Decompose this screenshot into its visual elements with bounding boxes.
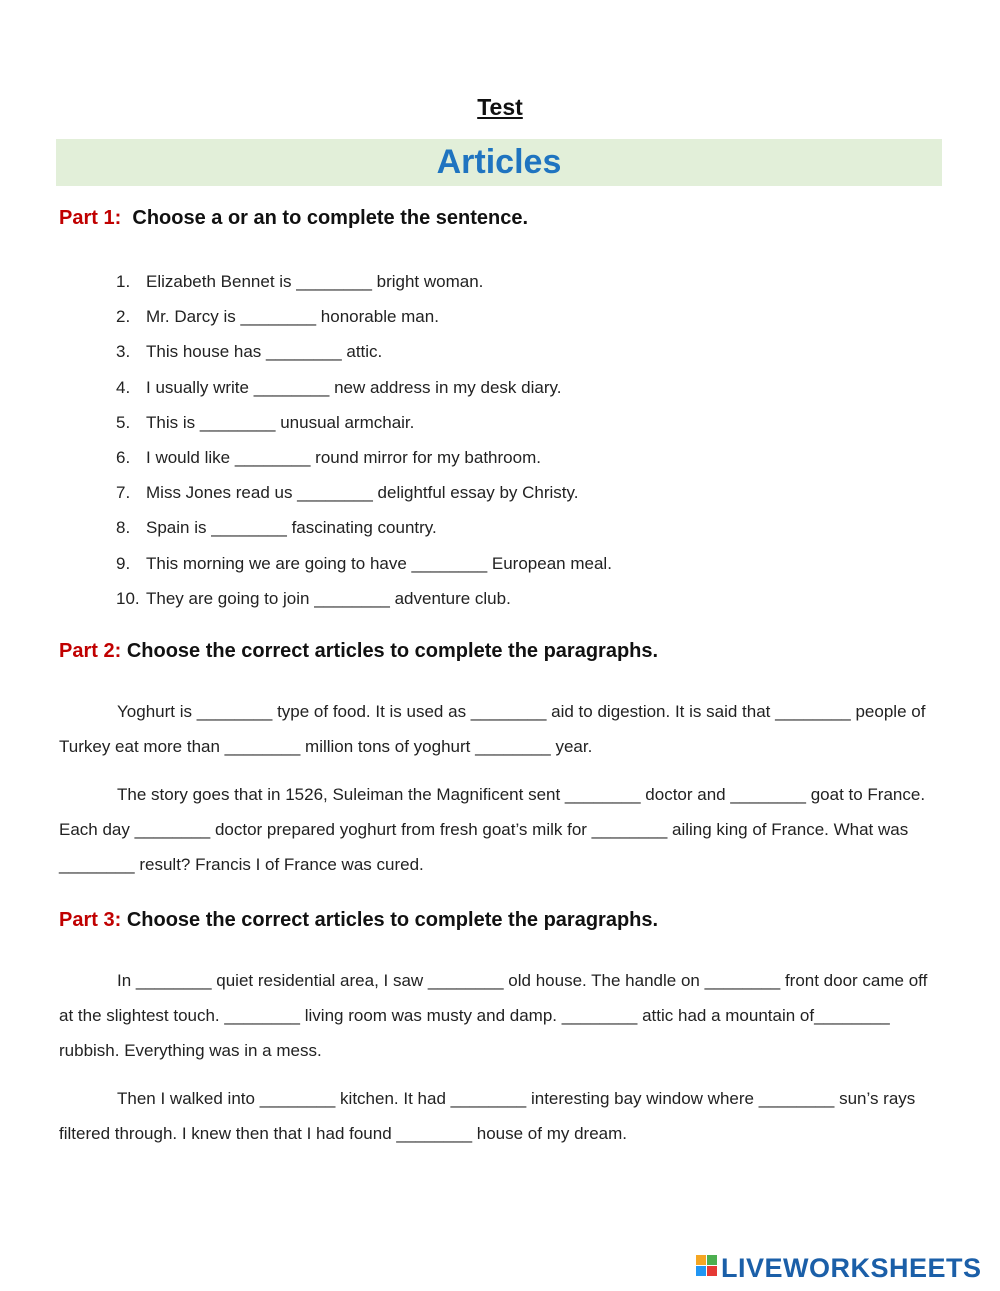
- question-item: [116, 440, 612, 475]
- question-number: 1.: [116, 272, 131, 291]
- question-item: [116, 370, 612, 405]
- question-text: Elizabeth Bennet is ________ bright woman.: [146, 272, 484, 291]
- question-number: 3.: [116, 342, 131, 362]
- question-item: [116, 299, 612, 334]
- question-text: I would like ________ round mirror for my bathroom.: [146, 448, 541, 468]
- question-text: I usually write ________ new address in my desk diary.: [146, 377, 562, 397]
- part1-heading: [59, 207, 528, 230]
- part3-heading: [59, 909, 658, 932]
- question-number: 5.: [116, 412, 131, 432]
- question-number: 8.: [116, 518, 131, 538]
- question-text: Miss Jones read us ________ delightful essay by Christy.: [146, 483, 579, 503]
- question-number: 2.: [116, 307, 131, 327]
- page-title: Articles: [436, 143, 562, 181]
- question-item: [116, 264, 612, 299]
- part3-instruction: Choose the correct articles to complete the paragraphs.: [126, 909, 659, 931]
- question-number: 9.: [116, 553, 131, 573]
- question-text: This house has ________ attic.: [146, 342, 383, 362]
- question-number: 6.: [116, 448, 131, 468]
- part3-paragraph-1: In ________ quiet residential area, I saw ________ old house. The handle on ________ front door came off at the slightest touch. ________ living room was musty and damp. ________ attic had a mountain of________ rubbish. Everything was in a mess.: [59, 971, 928, 1060]
- question-number: 10.: [116, 588, 140, 608]
- question-text: Spain is ________ fascinating country.: [146, 518, 437, 538]
- question-text: This morning we are going to have ________ European meal.: [146, 553, 612, 573]
- part2-heading: [59, 640, 658, 663]
- part1-question-list: [116, 264, 612, 616]
- liveworksheets-blocks-icon: [696, 1255, 718, 1283]
- part2-paragraph-2: The story goes that in 1526, Suleiman the Magnificent sent ________ doctor and ________ goat to France. Each day ________ doctor prepared yoghurt from fresh goat’s milk for ________ ailing king of France. What was ________ result? Francis I of France was cured.: [59, 785, 926, 874]
- question-item: [116, 581, 612, 616]
- part3-label: Part 3:: [59, 909, 122, 931]
- test-title: Test: [477, 94, 523, 120]
- part1-instruction: Choose a or an to complete the sentence.: [132, 207, 529, 229]
- logo-text: LIVEWORKSHEETS: [721, 1253, 982, 1283]
- question-item: [116, 334, 612, 369]
- part2-paragraph-1: Yoghurt is ________ type of food. It is used as ________ aid to digestion. It is said that ________ people of Turkey eat more than ________ million tons of yoghurt ________ year.: [59, 702, 926, 756]
- question-text: This is ________ unusual armchair.: [146, 412, 415, 432]
- part2-label: Part 2:: [59, 640, 122, 662]
- question-item: [116, 475, 612, 510]
- question-item: [116, 510, 612, 545]
- part3-paragraph-2: Then I walked into ________ kitchen. It had ________ interesting bay window where ________ sun’s rays filtered through. I knew then that I had found ________ house of my dream.: [59, 1089, 916, 1143]
- part1-label: Part 1:: [59, 207, 122, 229]
- title-banner: [56, 139, 942, 186]
- question-text: They are going to join ________ adventure club.: [146, 588, 511, 608]
- liveworksheets-logo[interactable]: [696, 1253, 982, 1287]
- question-text: Mr. Darcy is ________ honorable man.: [146, 307, 439, 327]
- question-number: 4.: [116, 377, 131, 397]
- question-item: [116, 405, 612, 440]
- part2-instruction: Choose the correct articles to complete the paragraphs.: [126, 640, 659, 662]
- question-number: 7.: [116, 483, 131, 503]
- question-item: [116, 546, 612, 581]
